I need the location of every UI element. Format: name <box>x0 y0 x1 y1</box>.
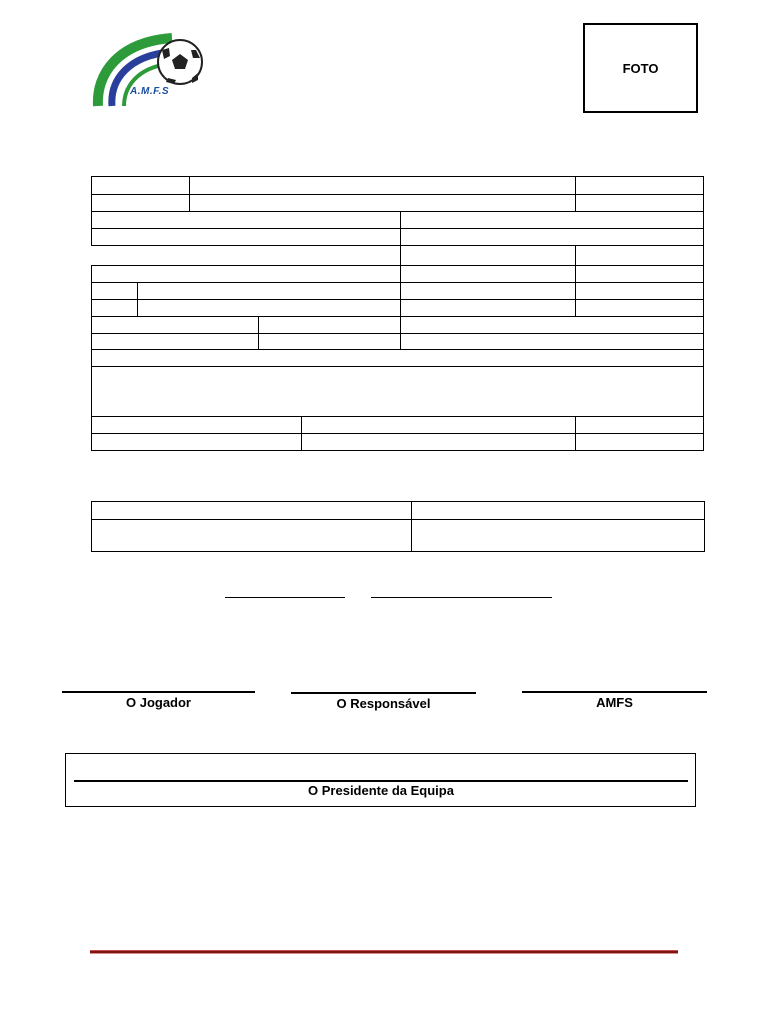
guardian-signature-line[interactable] <box>291 692 476 694</box>
form-row <box>92 283 704 300</box>
amfs-logo <box>92 28 210 114</box>
form-cell[interactable] <box>92 434 302 451</box>
form-cell[interactable] <box>412 520 705 552</box>
player-signature-line[interactable] <box>62 691 255 693</box>
form-cell[interactable] <box>575 246 703 266</box>
form-cell[interactable] <box>92 195 190 212</box>
form-row <box>92 246 704 266</box>
form-cell[interactable] <box>92 520 412 552</box>
president-signature-line[interactable] <box>74 780 688 782</box>
form-cell[interactable] <box>92 266 401 283</box>
president-signature-label: O Presidente da Equipa <box>308 783 454 798</box>
form-row <box>92 212 704 229</box>
form-row <box>92 334 704 350</box>
form-cell[interactable] <box>401 317 704 334</box>
form-row <box>92 177 704 195</box>
form-cell[interactable] <box>401 246 575 266</box>
form-row <box>92 317 704 334</box>
form-cell[interactable] <box>92 417 302 434</box>
form-cell-large[interactable] <box>92 367 704 417</box>
form-row <box>92 350 704 367</box>
player-form-table <box>91 176 704 451</box>
form-cell[interactable] <box>92 229 401 246</box>
form-cell[interactable] <box>401 266 575 283</box>
form-cell[interactable] <box>92 283 138 300</box>
form-cell[interactable] <box>92 502 412 520</box>
form-row <box>92 266 704 283</box>
date-line[interactable] <box>371 597 552 598</box>
secondary-table <box>91 501 705 552</box>
form-cell[interactable] <box>138 283 401 300</box>
place-line[interactable] <box>225 597 345 598</box>
form-row <box>92 367 704 417</box>
form-cell[interactable] <box>575 266 703 283</box>
player-signature-label: O Jogador <box>125 695 191 710</box>
form-cell[interactable] <box>575 434 703 451</box>
form-row <box>92 502 705 520</box>
form-cell[interactable] <box>401 300 575 317</box>
president-signature-box <box>65 753 696 807</box>
form-row <box>92 417 704 434</box>
form-cell-empty <box>92 246 401 266</box>
form-cell[interactable] <box>401 283 575 300</box>
footer-divider <box>90 950 678 954</box>
photo-box <box>583 23 698 113</box>
form-cell[interactable] <box>575 300 703 317</box>
form-cell[interactable] <box>575 177 703 195</box>
form-cell[interactable] <box>412 502 705 520</box>
form-cell[interactable] <box>259 317 401 334</box>
logo-acronym: A.M.F.S <box>130 86 170 97</box>
form-cell[interactable] <box>92 334 259 350</box>
form-row <box>92 520 705 552</box>
form-row <box>92 229 704 246</box>
form-cell[interactable] <box>401 212 704 229</box>
form-cell[interactable] <box>190 195 576 212</box>
form-cell[interactable] <box>575 417 703 434</box>
form-cell[interactable] <box>92 212 401 229</box>
form-cell[interactable] <box>92 317 259 334</box>
form-row <box>92 300 704 317</box>
form-row <box>92 195 704 212</box>
form-cell[interactable] <box>92 350 704 367</box>
form-cell[interactable] <box>302 417 575 434</box>
form-row <box>92 434 704 451</box>
photo-label: FOTO <box>622 60 659 76</box>
form-cell[interactable] <box>92 300 138 317</box>
guardian-signature-label: O Responsável <box>336 696 431 711</box>
form-cell[interactable] <box>401 334 704 350</box>
form-cell[interactable] <box>259 334 401 350</box>
form-cell[interactable] <box>302 434 575 451</box>
form-cell[interactable] <box>575 283 703 300</box>
form-cell[interactable] <box>190 177 576 195</box>
form-cell[interactable] <box>92 177 190 195</box>
form-cell[interactable] <box>138 300 401 317</box>
amfs-signature-label: AMFS <box>596 695 633 710</box>
amfs-signature-line[interactable] <box>522 691 707 693</box>
form-cell[interactable] <box>575 195 703 212</box>
form-cell[interactable] <box>401 229 704 246</box>
